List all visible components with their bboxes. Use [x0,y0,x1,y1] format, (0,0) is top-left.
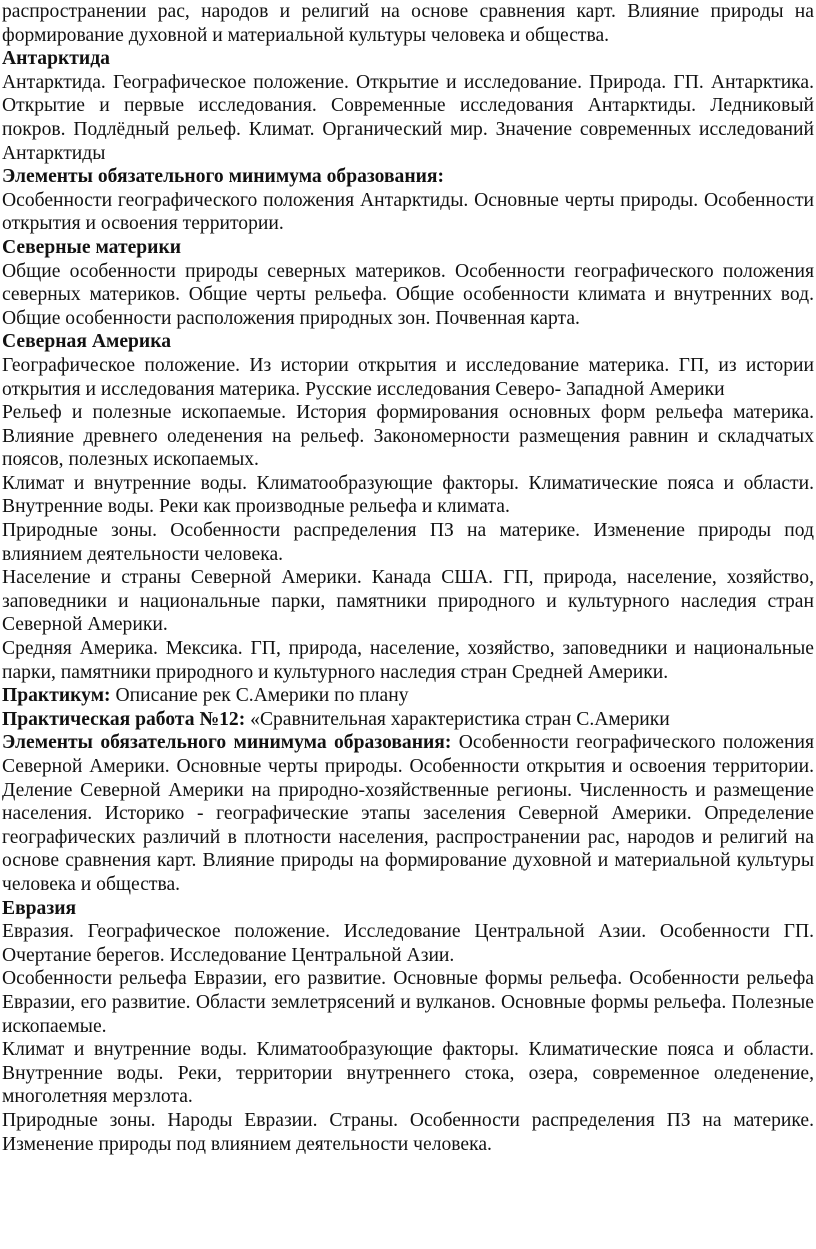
paragraph [2,71,814,165]
body-text: Антарктида. Географическое положение. Открытие и исследование. Природа. ГП. Антарктика. Открытие и первые исследования. Современные исследования Антарктиды. Ледниковый покров. Подлёдный рельеф. Климат. Органический мир. Значение современных исследований Антарктиды [2,71,814,164]
paragraph [2,472,814,519]
body-text: Общие особенности природы северных материков. Особенности географического положения северных материков. Общие черты рельефа. Общие особенности климата и внутренних вод. Общие особенности расположения природных зон. Почвенная карта. [2,260,814,329]
bold-text: Северная Америка [2,331,172,353]
bold-text: Северные материки [2,236,182,258]
section-heading [2,165,814,189]
bold-text: Элементы обязательного минимума образования: [2,732,452,754]
bold-text: Евразия [2,897,77,919]
body-text: Рельеф и полезные ископаемые. История формирования основных форм рельефа материка. Влияние древнего оледенения на рельеф. Закономерности размещения равнин и складчатых поясов, полезных ископаемых. [2,402,814,471]
body-text: распространении рас, народов и религий на основе сравнения карт. Влияние природы на формирование духовной и материальной культуры человека и общества. [2,1,814,46]
paragraph [2,967,814,1038]
section-heading [2,897,814,921]
body-text: Особенности географического положения Северной Америки. Основные черты природы. Особенности открытия и освоения территории. Деление Северной Америки на природно-хозяйственные регионы. Численность и размещение населения. Историко - географические этапы заселения Северной Америки. Определение географических различий в плотности населения, распространении рас, народов и религий на основе сравнения карт. Влияние природы на формирование духовной и материальной культуры человека и общества. [2,732,814,895]
body-text: Природные зоны. Особенности распределения ПЗ на материке. Изменение природы под влиянием деятельности человека. [2,520,814,565]
bold-text: Антарктида [2,48,110,70]
body-text: Природные зоны. Народы Евразии. Страны. Особенности распределения ПЗ на материке. Изменение природы под влиянием деятельности человека. [2,1109,814,1155]
body-text: Особенности географического положения Антарктиды. Основные черты природы. Особенности открытия и освоения территории. [2,189,814,235]
paragraph [2,0,814,47]
paragraph [2,1038,814,1109]
paragraph [2,708,814,732]
paragraph [2,566,814,637]
body-text: Климат и внутренние воды. Климатообразующие факторы. Климатические пояса и области. Внутренние воды. Реки как производные рельефа и климата. [2,472,814,518]
paragraph [2,189,814,236]
body-text: Средняя Америка. Мексика. ГП, природа, население, хозяйство, заповедники и национальные парки, памятники природного и культурного наследия стран Средней Америки. [2,638,814,683]
paragraph [2,1109,814,1156]
section-heading [2,330,814,354]
body-text: Население и страны Северной Америки. Канада США. ГП, природа, население, хозяйство, заповедники и национальные парки, памятники природного и культурного наследия стран Северной Америки. [2,567,814,636]
paragraph [2,354,814,401]
body-text: Евразия. Географическое положение. Исследование Центральной Азии. Особенности ГП. Очертание берегов. Исследование Центральной Азии. [2,921,814,966]
section-heading [2,47,814,71]
body-text: Особенности рельефа Евразии, его развитие. Основные формы рельефа. Особенности рельефа Евразии, его развитие. Области землетрясений и вулканов. Основные формы рельефа. Полезные ископаемые. [2,968,814,1037]
paragraph [2,637,814,684]
body-text: Описание рек С.Америки по плану [110,685,409,707]
body-text: Географическое положение. Из истории открытия и исследование материка. ГП, из истории открытия и исследования материка. Русские исследования Северо- Западной Америки [2,354,814,400]
paragraph [2,684,814,708]
paragraph [2,519,814,566]
paragraph [2,401,814,472]
section-heading [2,236,814,260]
paragraph [2,731,814,896]
paragraph [2,260,814,331]
body-text: Климат и внутренние воды. Климатообразующие факторы. Климатические пояса и области. Внутренние воды. Реки, территории внутреннего стока, озера, современное оледенение, многолетняя мерзлота. [2,1039,814,1108]
body-text: «Сравнительная характеристика стран С.Америки [245,708,670,730]
bold-text: Практическая работа №12: [2,708,246,730]
paragraph [2,920,814,967]
bold-text: Элементы обязательного минимума образования: [2,166,445,188]
bold-text: Практикум: [2,685,111,707]
